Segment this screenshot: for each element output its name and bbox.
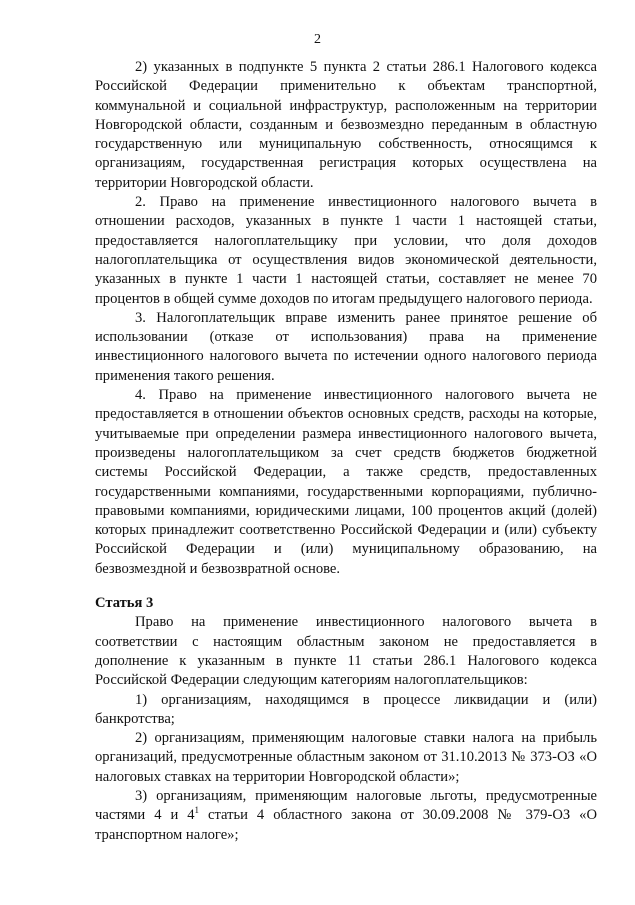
article-3-intro: Право на применение инвестиционного налогового вычета в соответствии с настоящим областным законом не предоставляется в дополнение к указанным в пункте 11 статьи 286.1 Налогового кодекса Российской Федерации следующим категориям налогоплательщиков:: [95, 614, 597, 689]
paragraph-part-3: 3. Налогоплательщик вправе изменить ранее принятое решение об использовании (отказе от использования) права на применение инвестиционного налогового вычета по истечении одного налогового периода применения такого решения.: [95, 309, 597, 384]
paragraph-part-4: 4. Право на применение инвестиционного налогового вычета не предоставляется в отношении объектов основных средств, расходы на которые, учитываемые при определении размера инвестиционного налогового вычета, произведены налогоплательщиком за счет средств бюджетов бюджетной системы Российской Федерации, а также средств, предоставленных государственными компаниями, государственными корпорациями, публично-правовыми компаниями, юридическими лицами, 100 процентов акций (долей) которых принадлежит соответственно Российской Федерации и (или) субъекту Российской Федерации и (или) муниципальному образованию, на безвозмездной и безвозвратной основе.: [95, 387, 597, 577]
paragraph-subitem-2: 2) указанных в подпункте 5 пункта 2 статьи 286.1 Налогового кодекса Российской Федерации применительно к объектам транспортной, коммунальной и социальной инфраструктур, расположенным на территории Новгородской области, созданным и безвозмездно переданным в областную государственную или муниципальную собственность, относящимся к организациям, государственная регистрация которых осуществлена на территории Новгородской области.: [95, 59, 597, 191]
article-3-item-3: [95, 787, 597, 845]
article-3-item-3-text-before: 3) организациям, применяющим налоговые льготы, предусмотренные частями 4 и 4: [95, 787, 597, 824]
paragraph-part-2: 2. Право на применение инвестиционного налогового вычета в отношении расходов, указанных в пункте 1 части 1 настоящей статьи, предоставляется налогоплательщику при условии, что доля доходов налогоплательщика от осуществления видов экономической деятельности, указанных в пункте 1 части 1 настоящей статьи, составляет не менее 70 процентов в общей сумме доходов по итогам предыдущего налогового периода.: [95, 194, 597, 307]
article-3-item-3-text-after: статьи 4 областного закона от 30.09.2008 № 379-ОЗ «О транспортном налоге»;: [95, 807, 597, 843]
article-3-heading: Статья 3: [95, 595, 154, 612]
article-3-item-3-superscript: 1: [194, 805, 200, 816]
document-body: [95, 58, 597, 845]
article-3-item-2: 2) организациям, применяющим налоговые ставки налога на прибыль организаций, предусмотренные областным законом от 31.10.2013 № 373-ОЗ «О налоговых ставках на территории Новгородской области»;: [95, 730, 597, 785]
page-number: 2: [314, 32, 321, 47]
article-3-item-1: 1) организациям, находящимся в процессе ликвидации и (или) банкротства;: [95, 691, 597, 727]
